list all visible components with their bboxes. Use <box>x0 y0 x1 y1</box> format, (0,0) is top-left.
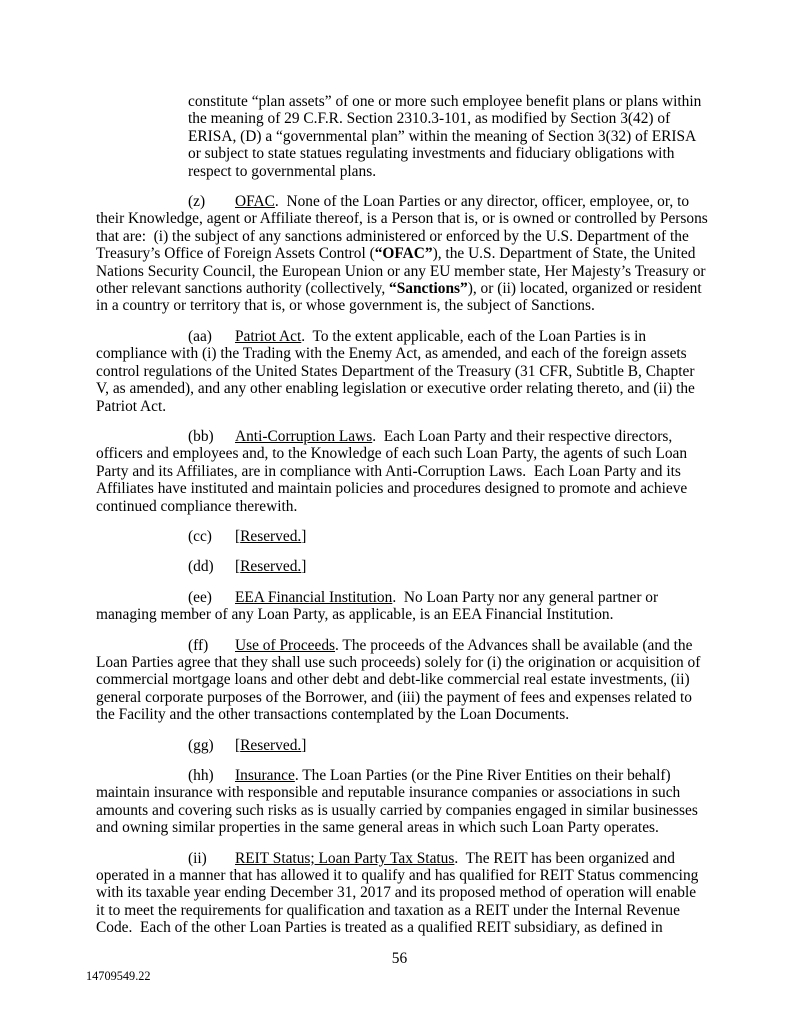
paragraph-heading: REIT Status; Loan Party Tax Status <box>235 849 455 867</box>
paragraph-text: . To the extent applicable, each of the Loan Parties is in compliance with (i) the Trading with the Enemy Act, as amended, and each of the foreign assets control regulations of the United States Department of the Treasury (31 CFR, Subtitle B, Chapter V, as amended), and any other enabling legislation or executive order relating thereto, and (ii) the Patriot Act. <box>96 327 699 415</box>
paragraph-gg <box>96 737 708 754</box>
paragraph-dd <box>96 558 708 575</box>
paragraph-text: . The REIT has been organized and operated in a manner that has allowed it to qualify and has qualified for REIT Status commencing with its taxable year ending December 31, 2017 and its proposed method of operation will enable it to meet the requirements for qualification and taxation as a REIT under the Internal Revenue Code. Each of the other Loan Parties is treated as a qualified REIT subsidiary, as defined in <box>96 849 703 937</box>
bracket-close: ] <box>301 527 307 545</box>
page-number: 56 <box>391 950 408 967</box>
paragraph-text: . No Loan Party nor any general partner or managing member of any Loan Party, as applicable, is an EEA Financial Institution. <box>96 588 662 624</box>
paragraph-bb <box>96 428 708 515</box>
reserved-heading: Reserved. <box>240 736 302 754</box>
document-id-footer: 14709549.22 <box>86 969 151 983</box>
paragraph-text: . The Loan Parties (or the Pine River Entities on their behalf) maintain insurance with responsible and reputable insurance companies or associations in such amounts and covering such risks as is usually carried by companies engaged in similar businesses and owning similar properties in the same general areas in which such Loan Party operates. <box>96 767 702 837</box>
defined-term-sanctions: “Sanctions” <box>389 280 468 298</box>
paragraph-text: . None of the Loan Parties or any director, officer, employee, or, to their Knowledge, agent or Affiliate thereof, is a Person that is, or is owned or controlled by Persons that are: (i) the subject of any sanctions administered or enforced by the U.S. Department of the Treasury’s Office of Foreign Assets Control ( <box>96 193 712 263</box>
reserved-heading: Reserved. <box>240 558 302 576</box>
bracket-open: [ <box>235 527 241 545</box>
bracket-close: ] <box>301 558 307 576</box>
document-body <box>96 93 712 937</box>
bracket-close: ] <box>301 736 307 754</box>
paragraph-text: ), or (ii) located, organized or resident in a country or territory that is, or whose government is, the subject of Sanctions. <box>96 280 706 315</box>
paragraph-heading: Patriot Act <box>235 327 302 345</box>
paragraph-aa <box>96 328 708 415</box>
paragraph-label: (gg) <box>188 736 214 754</box>
paragraph-ii <box>96 850 708 937</box>
bracket-open: [ <box>235 558 241 576</box>
paragraph-label: (bb) <box>188 427 214 445</box>
paragraph-heading: Anti-Corruption Laws <box>235 427 373 445</box>
paragraph-ff <box>96 637 708 724</box>
paragraph-text: . The proceeds of the Advances shall be available (and the Loan Parties agree that they shall use such proceeds) solely for (i) the origination or acquisition of commercial mortgage loans and other debt and debt-like commercial real estate investments, (ii) general corporate purposes of the Borrower, and (iii) the payment of fees and expenses related to the Facility and the other transactions contemplated by the Loan Documents. <box>96 636 705 724</box>
reserved-heading: Reserved. <box>240 527 302 545</box>
paragraph-heading: EEA Financial Institution <box>235 588 393 606</box>
paragraph-hh <box>96 767 708 837</box>
paragraph-label: (dd) <box>188 558 214 576</box>
intro-continuation-paragraph <box>188 93 708 180</box>
paragraph-label: (aa) <box>188 327 212 345</box>
paragraph-label: (hh) <box>188 767 214 784</box>
paragraph-text: ), the U.S. Department of State, the United Nations Security Council, the European Union or any EU member state, Her Majesty’s Treasury or other relevant sanctions authority (collectively, <box>96 245 710 298</box>
paragraph-text: . Each Loan Party and their respective directors, officers and employees and, to the Knowledge of each such Loan Party, the agents of such Loan Party and its Affiliates, are in compliance with Anti-Corruption Laws. Each Loan Party and its Affiliates have instituted and maintain policies and procedures designed to promote and achieve continued compliance therewith. <box>96 427 692 515</box>
defined-term-ofac: “OFAC” <box>374 245 433 263</box>
intro-text: constitute “plan assets” of one or more such employee benefit plans or plans within the meaning of 29 C.F.R. Section 2310.3-101, as modified by Section 3(42) of ERISA, (D) a “governmental plan” within the meaning of Section 3(32) of ERISA or subject to state statues regulating investments and fiduciary obligations with respect to governmental plans. <box>188 93 706 180</box>
paragraph-heading: Use of Proceeds <box>235 636 336 654</box>
paragraph-heading: OFAC <box>235 193 275 211</box>
paragraph-heading: Insurance <box>235 767 295 784</box>
paragraph-label: (z) <box>188 193 206 211</box>
bracket-open: [ <box>235 736 241 754</box>
paragraph-label: (ff) <box>188 636 209 654</box>
paragraph-z <box>96 193 712 315</box>
paragraph-label: (ee) <box>188 588 212 606</box>
paragraph-label: (ii) <box>188 849 207 867</box>
paragraph-cc <box>96 528 708 545</box>
paragraph-label: (cc) <box>188 527 212 545</box>
paragraph-ee <box>96 589 708 624</box>
